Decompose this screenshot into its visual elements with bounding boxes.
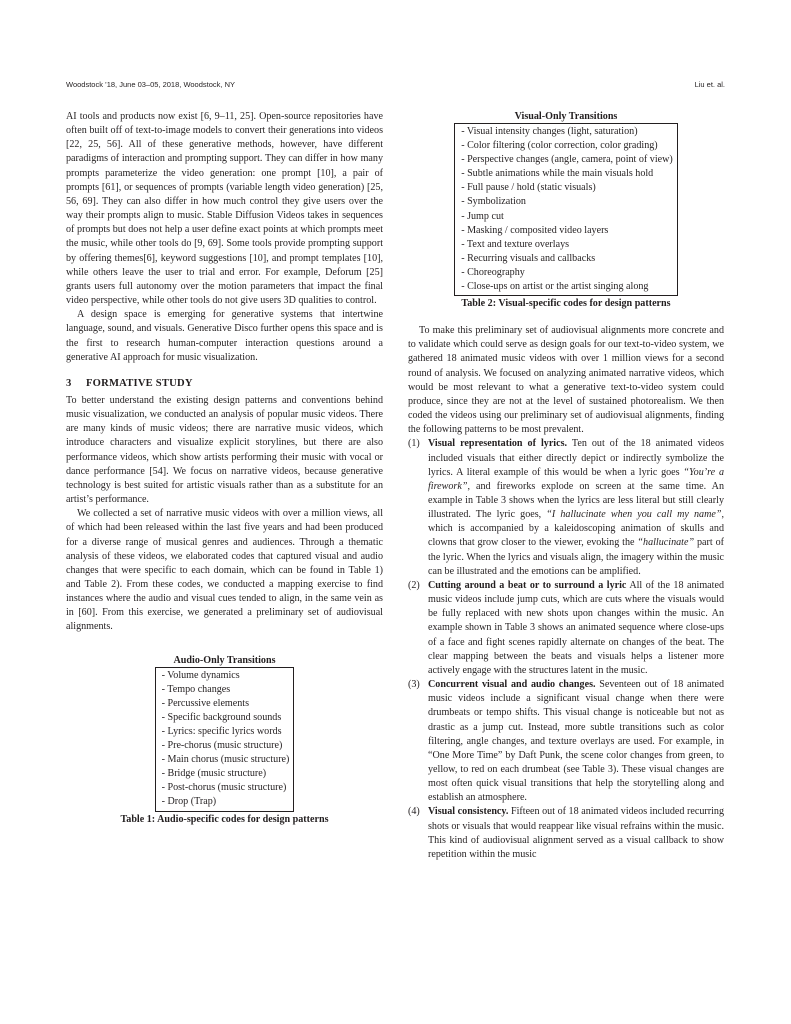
list-item (408, 805, 724, 862)
table-row: - Close-ups on artist or the artist singing along (461, 281, 649, 293)
table-title: Audio-Only Transitions (173, 654, 276, 666)
table-row: - Recurring visuals and callbacks (461, 252, 596, 264)
pattern-text: , which is accompanied by a kaleidoscoping animation of skulls and clowns that grow closer to the viewer, evoking the (428, 509, 724, 549)
paragraph: We collected a set of narrative music videos with over a million views, all of which had been released within the last five years and had been produced for a diverse range of musical genres and audiences. Through a thematic analysis of these videos, we elaborated codes that captured visual and audio changes that were specific to each domain, which can be found in Table 1) and Table 2). From these codes, we conducted a mapping exercise to find instances where the audio and visual cues tended to align, in the same vein as in [60]. From this exercise, we generated a preliminary set of audiovisual alignments. (66, 508, 383, 633)
right-column (408, 110, 724, 862)
table-caption: Table 1: Audio-specific codes for design patterns (120, 813, 329, 825)
pattern-text: Ten out of the 18 animated videos included visuals that either directly depict or indirectly symbolize the lyrics. A literal example of this would be when a lyric goes (428, 438, 724, 478)
pattern-list (408, 437, 724, 862)
pattern-text: , and fireworks explode on screen at the same time. An example in Table 3 shows when the lyrics are less literal but still clearly illustrated. The lyric goes, (428, 480, 724, 521)
running-header (66, 80, 725, 90)
pattern-text: Seventeen out of 18 animated music videos include a significant visual change when there were drumbeats or tempo shifts. This visual change is noticeable but not as drastic as a jump cut. Instead, more subtle transitions such as color filtering, angle changes, and texture overlays are used. For example, in “One More Time” by Daft Punk, the scene color changes from green, to yellow, to red on each drumbeat (see Table 3). These visual changes are most often quick visual transitions that help the storytelling along and establish an atmosphere. (428, 679, 724, 804)
table-caption: Table 2: Visual-specific codes for design patterns (461, 298, 671, 310)
table-row: - Perspective changes (angle, camera, point of view) (461, 154, 673, 166)
table-row: - Pre-chorus (music structure) (161, 740, 283, 752)
pattern-title: Visual consistency. (428, 806, 509, 818)
table-row: - Main chorus (music structure) (161, 754, 290, 766)
table-row: - Specific background sounds (161, 711, 282, 723)
paragraph: To better understand the existing design patterns and conventions behind music visualization, we conducted an analysis of popular music videos. There are many kinds of music videos; there are narrative music videos, which introduce characters and visualize explicit storylines, but there are also performance videos, which show artists performing their music with vocal or dance performance [54]. We focus on narrative videos, because generative technology is best suited for artistic visuals rather than as a substitute for an artist’s performance. (66, 394, 383, 506)
pattern-text: part of the lyric. When the lyrics and visuals align, the imagery within the music can be illustrated and the emotions can be amplified. (428, 537, 724, 577)
list-item (408, 678, 724, 805)
table-row: - Volume dynamics (161, 669, 240, 681)
table-row: - Lyrics: specific lyrics words (161, 726, 282, 737)
section-number: 3 (66, 377, 72, 389)
list-item (408, 437, 724, 579)
lyric-quote: “I hallucinate when you call my name” (546, 509, 722, 521)
table-row: - Color filtering (color correction, color grading) (461, 140, 658, 152)
left-column (66, 110, 383, 827)
pattern-title: Concurrent visual and audio changes. (428, 679, 596, 691)
section-title: FORMATIVE STUDY (86, 377, 193, 389)
lyric-quote: “You’re a firework” (428, 466, 724, 492)
list-marker: (3) (408, 679, 420, 691)
table-row: - Choreography (461, 266, 525, 278)
paragraph: AI tools and products now exist [6, 9–11, 25]. Open-source repositories have often built off of text-to-image models to convert their generations into videos [22, 25, 56]. All of these generative methods, however, have different paradigms of interaction and prompting support. They can differ in how many prompts parameterize the video generation: one prompt [10], a pair of prompts [61], or sequences of prompts (variable length video generation) [25, 56, 69]. They can also differ in how much control they give users over the way their prompts align to music. Stable Diffusion Videos takes in sequences of prompts but does not help a user define exact points at which prompts meet the music, while other tools do [9, 69]. Some tools provide prompting support by offering themes[6], keyword suggestions [10], and prompt templates [10], while others leave the user to trial and error. For example, Deforum [25] grants users full autonomy over the motion parameters that impact the final video perspective, while other tools do not give users 3D qualities to control. (66, 111, 383, 307)
section-heading (66, 377, 383, 391)
list-marker: (1) (408, 438, 420, 450)
table-row: - Full pause / hold (static visuals) (461, 182, 596, 194)
list-marker: (4) (408, 806, 420, 818)
table-box (454, 123, 678, 296)
table-title: Visual-Only Transitions (514, 111, 618, 122)
paragraph: To make this preliminary set of audiovisual alignments more concrete and to validate which could serve as design goals for our text-to-video system, we gathered 18 animated music videos with over 1 million views for a second round of analysis. We focused on analyzing animated narrative videos, which would be most relevant to what a generative text-to-video system could produce, since they are not at the level of sustained photorealism. We then coded the videos using our preliminary set of audiovisual alignments, finding the following patterns to be most prevalent. (408, 325, 724, 436)
table-row: - Percussive elements (161, 697, 250, 709)
header-venue: Woodstock ’18, June 03–05, 2018, Woodstock, NY (66, 80, 235, 89)
table-row: - Tempo changes (161, 683, 231, 695)
table-row: - Masking / composited video layers (461, 224, 609, 236)
table-box (155, 667, 295, 812)
table-1 (66, 654, 383, 827)
table-row: - Post-chorus (music structure) (161, 782, 287, 794)
pattern-title: Cutting around a beat or to surround a lyric (428, 579, 627, 591)
paragraph: A design space is emerging for generative systems that intertwine language, sound, and visuals. Generative Disco further opens this space and is the first to research human-computer interaction questions around a generative AI approach for music visualization. (66, 309, 383, 363)
list-item (408, 579, 724, 678)
pattern-text: All of the 18 animated music videos include jump cuts, which are cuts where the visuals would be fully replaced with new shots upon changes within the music. An example shown in Table 3 shows an animated sequence where close-ups of a face and fight scenes rapidly alternate on changes of the beat. The clear mapping between the beats and visuals helps a listener more actively engage with the structures latent in the music. (428, 579, 724, 676)
table-row: - Subtle animations while the main visuals hold (461, 168, 654, 180)
table-row: - Jump cut (461, 210, 504, 222)
table-row: - Bridge (music structure) (161, 768, 267, 780)
table-row: - Symbolization (461, 196, 526, 208)
lyric-quote: “hallucinate” (637, 537, 695, 549)
list-marker: (2) (408, 579, 420, 591)
table-row: - Drop (Trap) (161, 796, 217, 808)
pattern-title: Visual representation of lyrics. (428, 438, 568, 450)
pattern-text: Fifteen out of 18 animated videos included recurring shots or visuals that would reappear like visual refrains within the music. This kind of audiovisual alignment served as a visual callback to show repetition within the music (428, 806, 724, 860)
table-row: - Visual intensity changes (light, saturation) (461, 126, 638, 137)
table-2 (408, 110, 724, 311)
header-authors: Liu et. al. (694, 80, 725, 89)
table-row: - Text and texture overlays (461, 238, 570, 250)
